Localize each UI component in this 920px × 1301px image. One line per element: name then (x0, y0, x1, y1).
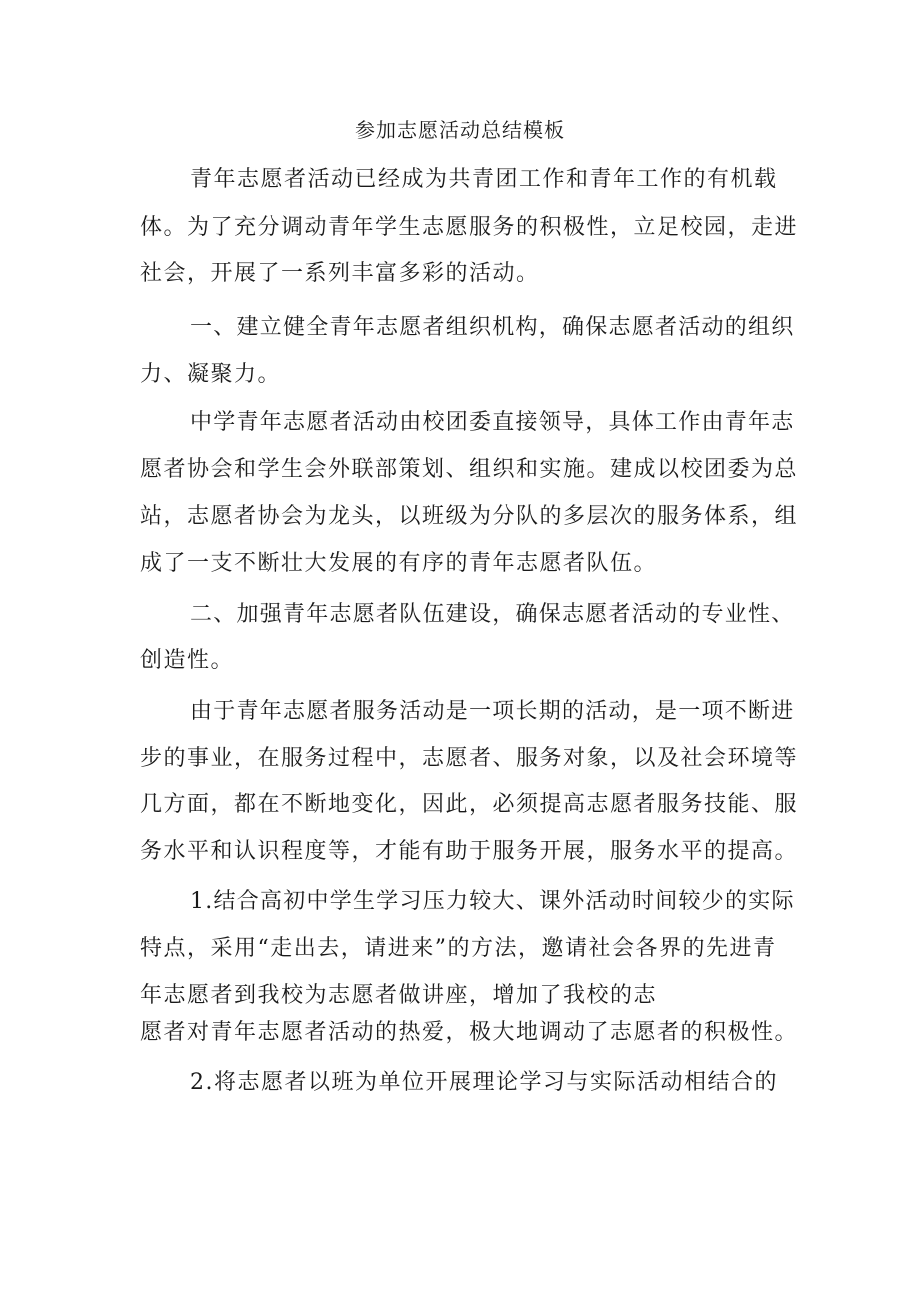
paragraph-line: 站，志愿者协会为龙头，以班级为分队的多层次的服务体系，组 (140, 504, 799, 529)
section-heading-line: 创造性。 (140, 648, 235, 673)
paragraph-line: 务水平和认识程度等，才能有助于服务开展，服务水平的提高。 (140, 839, 799, 864)
paragraph-line: 成了一支不断壮大发展的有序的青年志愿者队伍。 (140, 551, 658, 576)
paragraph-line: 青年志愿者活动已经成为共青团工作和青年工作的有机载 (190, 167, 778, 192)
list-item-line: 1.结合高初中学生学习压力较大、课外活动时间较少的实际 (190, 889, 795, 914)
paragraph-line: 愿者协会和学生会外联部策划、组织和实施。建成以校团委为总 (140, 457, 799, 482)
section-heading-line: 力、凝聚力。 (140, 362, 282, 387)
section-heading-line: 二、加强青年志愿者队伍建设，确保志愿者活动的专业性、 (190, 602, 795, 627)
paragraph-line: 中学青年志愿者活动由校团委直接领导，具体工作由青年志 (190, 410, 795, 435)
list-item-line: 年志愿者到我校为志愿者做讲座，增加了我校的志 (140, 983, 658, 1008)
list-item-line: 特点，采用“走出去，请进来”的方法，邀请社会各界的先进青 (140, 936, 777, 961)
document-title: 参加志愿活动总结模板 (355, 118, 565, 142)
paragraph-line: 几方面，都在不断地变化，因此，必须提高志愿者服务技能、服 (140, 792, 799, 817)
section-heading-line: 一、建立健全青年志愿者组织机构，确保志愿者活动的组织 (190, 315, 795, 340)
paragraph-line: 社会，开展了一系列丰富多彩的活动。 (140, 261, 540, 286)
paragraph-line: 步的事业，在服务过程中，志愿者、服务对象，以及社会环境等 (140, 746, 799, 771)
list-item-line: 愿者对青年志愿者活动的热爱，极大地调动了志愿者的积极性。 (140, 1020, 799, 1045)
paragraph-line: 由于青年志愿者服务活动是一项长期的活动，是一项不断进 (190, 699, 795, 724)
list-item-line: 2.将志愿者以班为单位开展理论学习与实际活动相结合的 (190, 1070, 778, 1095)
paragraph-line: 体。为了充分调动青年学生志愿服务的积极性，立足校园，走进 (140, 215, 799, 240)
